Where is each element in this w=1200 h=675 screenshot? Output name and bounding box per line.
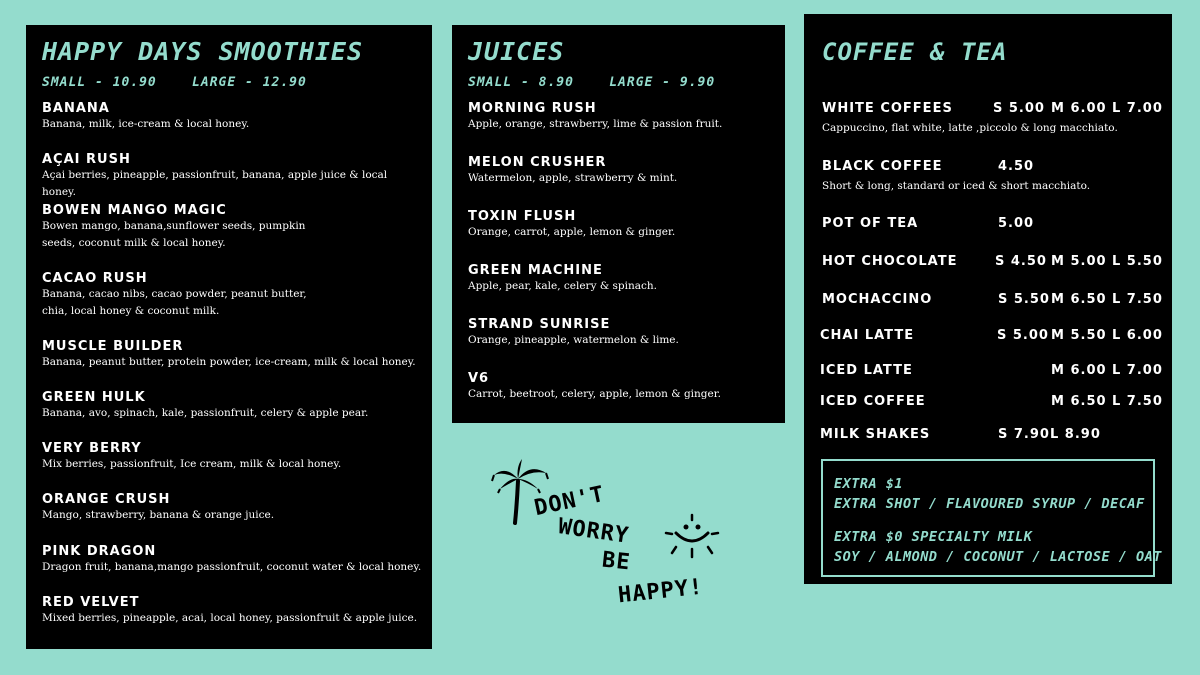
item-name: MORNING RUSH: [468, 101, 597, 116]
price-small: S 4.50: [995, 254, 1047, 269]
menu-item: [820, 363, 1163, 383]
coffee-title: COFFEE & TEA: [822, 38, 1008, 66]
menu-item: [822, 216, 1162, 236]
item-description: Bowen mango, banana,sunflower seeds, pumpkin: [42, 220, 306, 232]
item-name: MUSCLE BUILDER: [42, 339, 184, 354]
price: 5.00: [998, 216, 1035, 231]
price-medium: M 6.50: [1051, 292, 1107, 307]
item-name: BANANA: [42, 101, 110, 116]
item-name: BLACK COFFEE: [822, 159, 943, 174]
menu-item: [42, 544, 422, 576]
price-large: L 6.00: [1112, 328, 1163, 343]
item-description: Short & long, standard or iced & short macchiato.: [822, 180, 1091, 192]
item-name: WHITE COFFEES: [822, 101, 953, 116]
item-name: MOCHACCINO: [822, 292, 933, 307]
extras-options-2: SOY / ALMOND / COCONUT / LACTOSE / OAT: [834, 549, 1162, 565]
price-large: L 5.50: [1112, 254, 1163, 269]
item-description: Mango, strawberry, banana & orange juice.: [42, 509, 275, 521]
item-name: ORANGE CRUSH: [42, 492, 171, 507]
item-description: Mixed berries, pineapple, acai, local honey, passionfruit & apple juice.: [42, 612, 418, 624]
menu-item: [468, 263, 775, 295]
item-name: CACAO RUSH: [42, 271, 148, 286]
item-description: Orange, carrot, apple, lemon & ginger.: [468, 226, 676, 238]
item-description-line2: chia, local honey & coconut milk.: [42, 305, 220, 317]
item-name: MELON CRUSHER: [468, 155, 607, 170]
menu-item: [42, 339, 422, 371]
menu-item: [820, 328, 1163, 348]
menu-item: [468, 209, 775, 241]
price-medium: M 6.50: [1051, 394, 1107, 409]
item-description: Watermelon, apple, strawberry & mint.: [468, 172, 678, 184]
menu-item: [42, 271, 422, 320]
item-description: Carrot, beetroot, celery, apple, lemon & ginger.: [468, 388, 721, 400]
price-medium: M 5.50: [1051, 328, 1107, 343]
item-name: AÇAI RUSH: [42, 152, 131, 167]
item-description-line2: seeds, coconut milk & local honey.: [42, 237, 226, 249]
item-name: PINK DRAGON: [42, 544, 157, 559]
item-name: RED VELVET: [42, 595, 140, 610]
price-large: L 7.50: [1112, 292, 1163, 307]
price-small: S 5.00: [993, 101, 1045, 116]
item-description: Banana, milk, ice-cream & local honey.: [42, 118, 250, 130]
item-description: Apple, orange, strawberry, lime & passion fruit.: [468, 118, 723, 130]
price-large: L 8.90: [1050, 427, 1101, 442]
smiley-sun-icon: [662, 513, 722, 561]
menu-item: [42, 101, 422, 133]
happy-word-2: WORRY: [556, 514, 631, 549]
price-medium: M 6.00: [1051, 363, 1107, 378]
item-name: ICED COFFEE: [820, 394, 926, 409]
menu-item: [42, 441, 422, 473]
smoothies-title: HAPPY DAYS SMOOTHIES: [42, 37, 364, 66]
menu-item: [820, 427, 1160, 447]
menu-item: [42, 203, 422, 252]
price-large: L 7.00: [1112, 363, 1163, 378]
price-medium: M 6.00: [1051, 101, 1107, 116]
item-description: Banana, peanut butter, protein powder, ice-cream, milk & local honey.: [42, 356, 416, 368]
item-name: CHAI LATTE: [820, 328, 915, 343]
smoothies-menu-panel: [26, 25, 432, 649]
item-name: HOT CHOCOLATE: [822, 254, 958, 269]
price-small: S 7.90: [998, 427, 1050, 442]
item-description: Apple, pear, kale, celery & spinach.: [468, 280, 657, 292]
menu-item: [42, 390, 422, 422]
menu-item: [468, 155, 775, 187]
item-name: MILK SHAKES: [820, 427, 931, 442]
menu-item: [820, 394, 1163, 414]
price-large: L 7.00: [1112, 101, 1163, 116]
juices-prices: SMALL - 8.90 LARGE - 9.90: [468, 75, 716, 90]
coffee-tea-menu-panel: [804, 14, 1172, 584]
menu-item: [468, 101, 775, 133]
menu-item: [468, 371, 775, 403]
menu-item: [42, 595, 422, 627]
menu-item: [42, 492, 422, 524]
extras-price-1: EXTRA $1: [834, 476, 904, 492]
item-description: Orange, pineapple, watermelon & lime.: [468, 334, 679, 346]
price-small: S 5.00: [997, 328, 1049, 343]
happy-word-3: BE: [600, 547, 632, 576]
item-name: V6: [468, 371, 490, 386]
dont-worry-be-happy-graphic: [490, 455, 740, 615]
item-name: BOWEN MANGO MAGIC: [42, 203, 227, 218]
item-description: Dragon fruit, banana,mango passionfruit, coconut water & local honey.: [42, 561, 422, 573]
item-name: TOXIN FLUSH: [468, 209, 577, 224]
item-description: Açai berries, pineapple, passionfruit, banana, apple juice & local honey.: [42, 169, 388, 198]
happy-word-1: DON'T: [532, 481, 608, 522]
extras-price-2: EXTRA $0 SPECIALTY MILK: [834, 529, 1033, 545]
item-name: GREEN HULK: [42, 390, 146, 405]
extras-options-1: EXTRA SHOT / FLAVOURED SYRUP / DECAF: [834, 496, 1145, 512]
price: 4.50: [998, 159, 1035, 174]
happy-word-4: HAPPY!: [616, 574, 705, 609]
item-name: GREEN MACHINE: [468, 263, 603, 278]
item-description: Banana, cacao nibs, cacao powder, peanut butter,: [42, 288, 307, 300]
menu-item: [42, 152, 422, 201]
smoothies-prices: SMALL - 10.90 LARGE - 12.90: [42, 75, 307, 90]
price-small: S 5.50: [998, 292, 1050, 307]
extras-box: [821, 459, 1162, 577]
item-name: STRAND SUNRISE: [468, 317, 611, 332]
menu-item: [822, 101, 1162, 121]
menu-item: [822, 292, 1162, 312]
menu-item: [822, 159, 1162, 179]
price-medium: M 5.00: [1051, 254, 1107, 269]
item-name: POT OF TEA: [822, 216, 919, 231]
item-description: Banana, avo, spinach, kale, passionfruit, celery & apple pear.: [42, 407, 369, 419]
price-large: L 7.50: [1112, 394, 1163, 409]
item-name: VERY BERRY: [42, 441, 142, 456]
menu-item: [822, 254, 1162, 274]
juices-title: JUICES: [468, 37, 565, 66]
menu-item: [468, 317, 775, 349]
juices-menu-panel: [452, 25, 785, 423]
item-description: Cappuccino, flat white, latte ,piccolo & long macchiato.: [822, 122, 1118, 134]
item-description: Mix berries, passionfruit, Ice cream, milk & local honey.: [42, 458, 342, 470]
item-name: ICED LATTE: [820, 363, 913, 378]
